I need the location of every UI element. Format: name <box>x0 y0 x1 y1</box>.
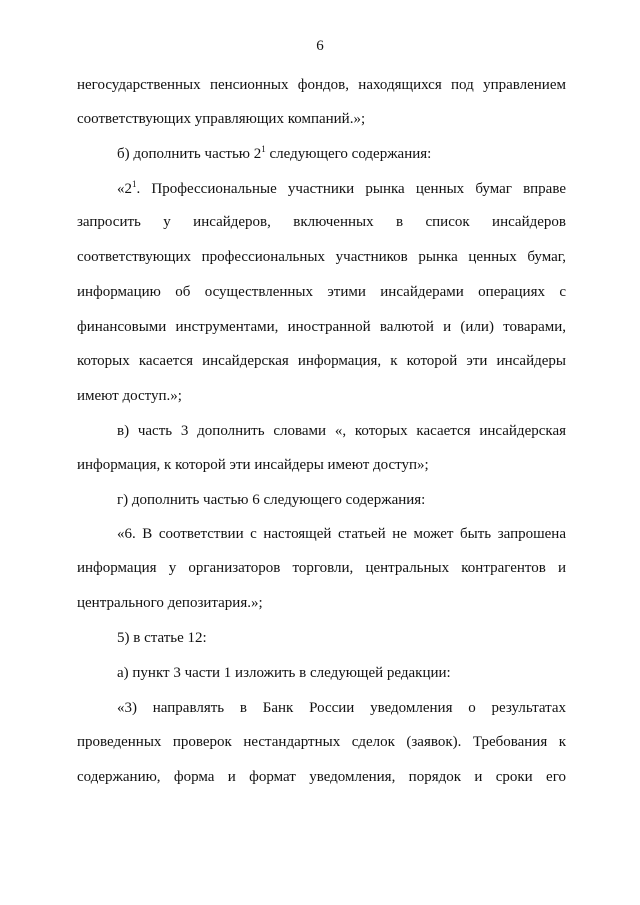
text-line: имеют доступ.»; <box>77 388 182 404</box>
text-fragment: . Профессиональные участники рынка ценных бумаг вправе <box>136 181 566 197</box>
text-line: в) часть 3 дополнить словами «, которых касается инсайдерская <box>117 423 566 439</box>
text-line <box>117 145 566 163</box>
text-line: которых касается инсайдерская информация, к которой эти инсайдеры <box>77 353 566 369</box>
text-line: «3) направлять в Банк России уведомления о результатах <box>117 700 566 716</box>
text-line: г) дополнить частью 6 следующего содержания: <box>117 492 426 508</box>
text-line: а) пункт 3 части 1 изложить в следующей редакции: <box>117 665 451 681</box>
text-line: информацию об осуществленных этими инсайдерами операциях с <box>77 284 566 300</box>
text-line <box>117 180 566 198</box>
text-line: соответствующих управляющих компаний.»; <box>77 111 366 127</box>
text-line: проведенных проверок нестандартных сделок (заявок). Требования к <box>77 734 566 750</box>
superscript: 1 <box>261 144 266 154</box>
text-line: информация, к которой эти инсайдеры имеют доступ»; <box>77 457 429 473</box>
text-line: 5) в статье 12: <box>117 630 207 646</box>
text-line: информация у организаторов торговли, центральных контрагентов и <box>77 560 566 576</box>
text-line: негосударственных пенсионных фондов, находящихся под управлением <box>77 77 566 93</box>
superscript: 1 <box>132 179 137 189</box>
text-line: «6. В соответствии с настоящей статьей не может быть запрошена <box>117 526 566 542</box>
text-line: соответствующих профессиональных участников рынка ценных бумаг, <box>77 249 566 265</box>
text-fragment: следующего содержания: <box>269 146 432 162</box>
text-line: финансовыми инструментами, иностранной валютой и (или) товарами, <box>77 319 566 335</box>
page-number: 6 <box>316 38 324 54</box>
text-line: содержанию, форма и формат уведомления, порядок и сроки его <box>77 769 566 785</box>
text-line: запросить у инсайдеров, включенных в список инсайдеров <box>77 214 566 230</box>
text-fragment: б) дополнить частью 2 <box>117 146 262 162</box>
text-fragment: «2 <box>117 181 132 197</box>
text-line: центрального депозитария.»; <box>77 595 263 611</box>
